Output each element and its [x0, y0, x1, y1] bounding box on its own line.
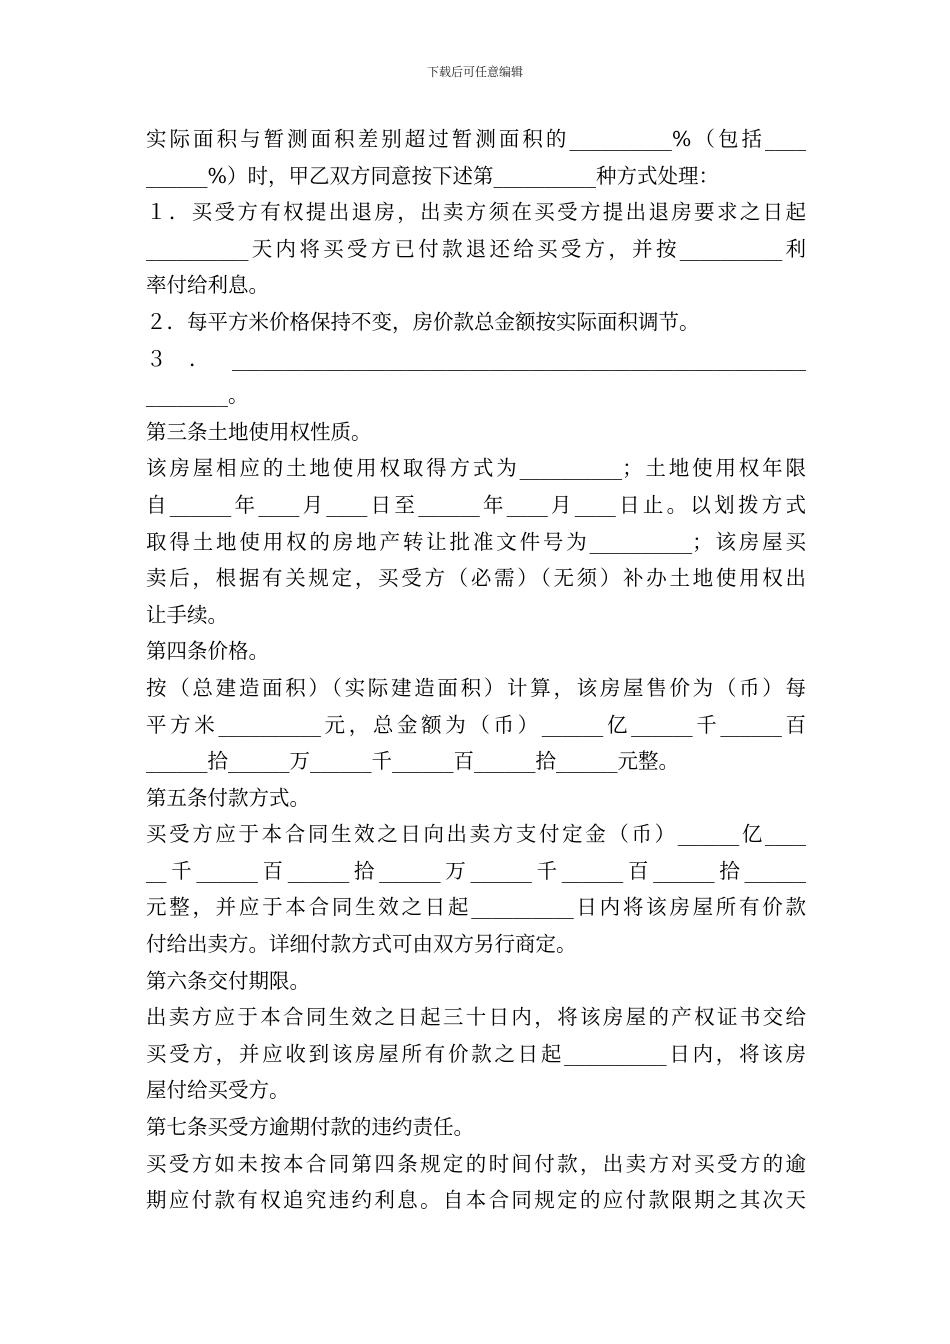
contract-body	[146, 121, 806, 1219]
text-line: 实际面积与暂测面积差别超过暂测面积的__________%（包括____	[146, 127, 806, 151]
text-line: 付给出卖方。详细付款方式可由双方另行商定。	[146, 932, 577, 957]
text-line: ______拾______万______千______百______拾______元整。	[146, 749, 679, 774]
text-line: 自______年____月____日至______年____月____日止。以划拨方式	[146, 492, 806, 517]
page-header-note: 下载后可任意编辑	[426, 65, 523, 79]
text-line: 让手续。	[146, 602, 228, 627]
text-line: 按（总建造面积）（实际建造面积）计算，该房屋售价为（币）每	[146, 675, 806, 700]
text-line: １．买受方有权提出退房，出卖方须在买受方提出退房要求之日起	[146, 200, 806, 225]
text-line: 率付给利息。	[146, 273, 269, 298]
text-line: 第三条土地使用权性质。	[146, 419, 372, 444]
text-line: __________天内将买受方已付款退还给买受方，并按__________利	[146, 236, 806, 261]
text-line: __千______百______拾______万______千______百______拾______	[146, 858, 806, 883]
text-line: 出卖方应于本合同生效之日起三十日内，将该房屋的产权证书交给	[146, 1005, 806, 1030]
text-line: 第五条付款方式。	[146, 785, 310, 810]
text-line: 元整，并应于本合同生效之日起__________日内将该房屋所有价款	[146, 895, 806, 920]
text-line: 期应付款有权追究违约利息。自本合同规定的应付款限期之其次天	[146, 1188, 806, 1213]
text-line: 屋付给买受方。	[146, 1078, 290, 1103]
text-line: 第四条价格。	[146, 639, 269, 664]
text-line: 卖后，根据有关规定，买受方（必需）（无须）补办土地使用权出	[146, 566, 806, 591]
text-line: 买受方应于本合同生效之日向出卖方支付定金（币）______亿____	[146, 822, 806, 847]
text-line: 该房屋相应的土地使用权取得方式为__________；土地使用权年限	[146, 456, 806, 481]
text-line: 取得土地使用权的房地产转让批准文件号为__________；该房屋买	[146, 529, 806, 554]
text-line: 买受方如未按本合同第四条规定的时间付款，出卖方对买受方的逾	[146, 1151, 806, 1176]
text-line: ________。	[146, 383, 249, 408]
text-line: ２．每平方米价格保持不变，房价款总金额按实际面积调节。	[146, 309, 700, 334]
text-line: 买受方，并应收到该房屋所有价款之日起__________日内，将该房	[146, 1041, 806, 1066]
text-line: ______%）时，甲乙双方同意按下述第__________种方式处理：	[146, 163, 719, 188]
text-line: 第七条买受方逾期付款的违约责任。	[146, 1115, 474, 1140]
text-line: ３．________________________________________________________	[146, 346, 806, 371]
text-line: 第六条交付期限。	[146, 968, 310, 993]
text-line: 平方米__________元，总金额为（币）______亿______千______百	[146, 712, 806, 737]
